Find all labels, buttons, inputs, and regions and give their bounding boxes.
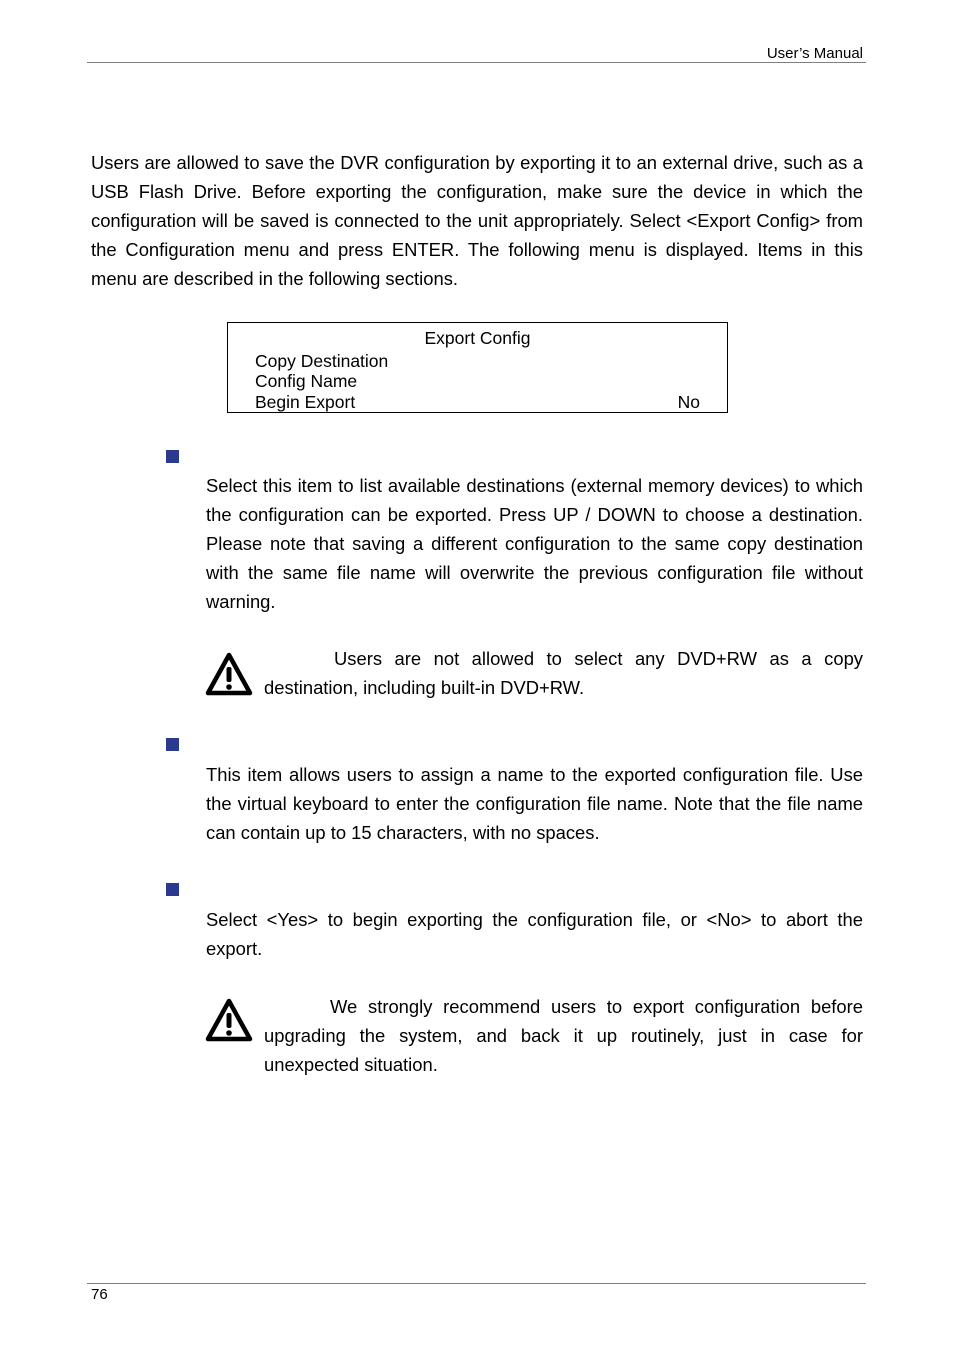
note-text: We strongly recommend users to export configuration before upgrading the system, and back it up routinely, just in case for unexpected situation. bbox=[264, 996, 863, 1075]
menu-row-label: Copy Destination bbox=[255, 351, 389, 371]
copy-destination-note bbox=[264, 644, 863, 702]
begin-export-description: Select <Yes> to begin exporting the configuration file, or <No> to abort the export. bbox=[206, 909, 863, 959]
menu-row-value: No bbox=[677, 392, 700, 412]
manual-title: User’s Manual bbox=[766, 45, 863, 62]
config-name-description: This item allows users to assign a name to the exported configuration file. Use the virtual keyboard to enter the configuration file name. Note that the file name can contain up to 15 characters, with no spaces. bbox=[206, 764, 863, 843]
menu-title: Export Config bbox=[424, 328, 531, 348]
copy-destination-description: Select this item to list available destinations (external memory devices) to which the configuration can be exported. Press UP / DOWN to choose a destination. Please note that saving a different configuration to the same copy destination with the same file name will overwrite the previous configuration file without warning. bbox=[206, 475, 863, 612]
menu-row-label: Config Name bbox=[255, 371, 358, 391]
menu-row-copy-destination bbox=[255, 351, 700, 371]
section-bullet-icon bbox=[166, 450, 179, 463]
begin-export-note bbox=[264, 992, 863, 1079]
intro-paragraph: Users are allowed to save the DVR configuration by exporting it to an external drive, such as a USB Flash Drive. Before exporting the configuration, make sure the device in which the configuration will be saved is connected to the unit appropriately. Select <Export Config> from the Configuration menu and press ENTER. The following menu is displayed. Items in this menu are described in the following sections. bbox=[91, 152, 863, 289]
menu-row-config-name bbox=[255, 371, 700, 391]
footer-divider bbox=[87, 1283, 866, 1284]
section-bullet-icon bbox=[166, 883, 179, 896]
section-bullet-icon bbox=[166, 738, 179, 751]
page-number: 76 bbox=[91, 1286, 108, 1303]
header-divider bbox=[87, 62, 866, 63]
warning-triangle-icon bbox=[205, 998, 253, 1042]
note-text: Users are not allowed to select any DVD+RW as a copy destination, including built-in DVD+RW. bbox=[264, 648, 863, 698]
export-config-menu bbox=[227, 322, 728, 413]
warning-triangle-icon bbox=[205, 652, 253, 696]
menu-row-label: Begin Export bbox=[255, 392, 356, 412]
menu-row-begin-export bbox=[255, 392, 700, 412]
